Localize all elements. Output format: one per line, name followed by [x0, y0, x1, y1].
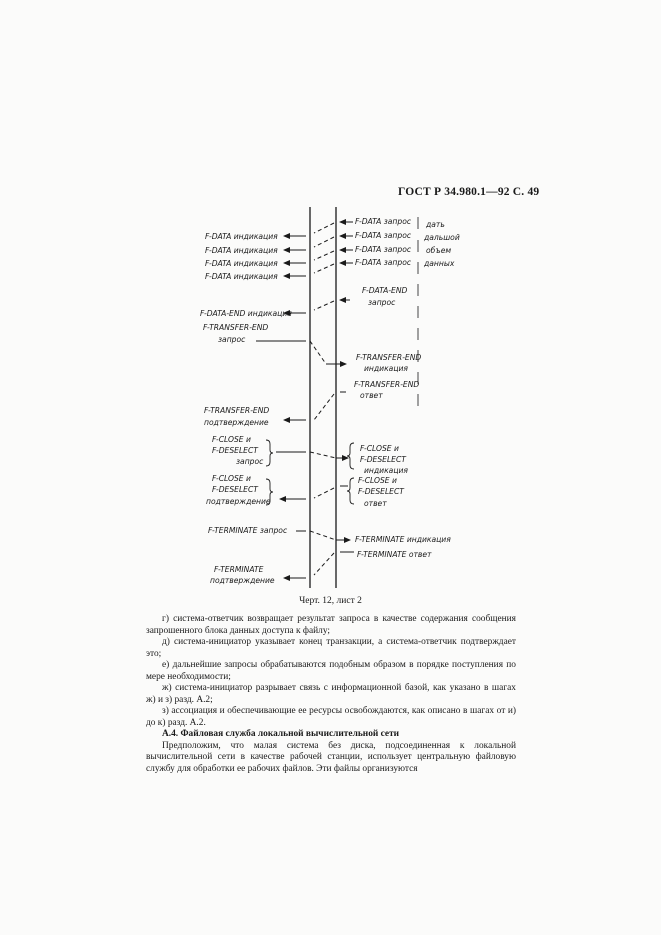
- right-label: ответ: [360, 391, 383, 400]
- left-label: запрос: [236, 457, 264, 466]
- left-label: подтверждение: [204, 418, 269, 427]
- page-header: ГОСТ Р 34.980.1—92 С. 49: [398, 186, 540, 198]
- left-label: подтверждение: [210, 576, 275, 585]
- right-label: F-CLOSE и: [358, 476, 397, 485]
- right-label: индикация: [364, 466, 408, 475]
- svg-text:дать: дать: [426, 220, 445, 229]
- left-label: F-DATA индикация: [205, 232, 278, 241]
- right-label: F-TRANSFER-END: [356, 353, 422, 362]
- left-label: F-TRANSFER-END: [204, 406, 270, 415]
- left-label: F-DATA индикация: [205, 246, 278, 255]
- right-label: F-TERMINATE ответ: [357, 550, 432, 559]
- right-label: F-DATA-END: [362, 286, 408, 295]
- right-label: ответ: [364, 499, 387, 508]
- right-label: F-DESELECT: [360, 455, 406, 464]
- right-label: F-DATA запрос: [355, 258, 412, 267]
- left-label: F-DESELECT: [212, 485, 258, 494]
- left-label: F-DATA-END индикация: [200, 309, 292, 318]
- right-label: запрос: [368, 298, 396, 307]
- svg-text:объем: объем: [426, 246, 452, 255]
- right-label: F-TERMINATE индикация: [355, 535, 451, 544]
- paragraph: ж) система-инициатор разрывает связь с информационной базой, как указано в шагах ж) и з) разд. А.2;: [146, 683, 516, 705]
- body-text: [146, 614, 516, 775]
- right-label: F-DESELECT: [358, 487, 404, 496]
- left-label: запрос: [218, 335, 246, 344]
- right-label: индикация: [364, 364, 408, 373]
- right-label: F-DATA запрос: [355, 217, 412, 226]
- left-label: F-TERMINATE запрос: [208, 526, 288, 535]
- section-heading: А.4. Файловая служба локальной вычислительной сети: [162, 729, 400, 739]
- left-label: F-CLOSE и: [212, 474, 251, 483]
- right-label: F-CLOSE и: [360, 444, 399, 453]
- svg-text:данных: данных: [424, 259, 455, 268]
- left-label: F-TRANSFER-END: [203, 323, 269, 332]
- side-note: [423, 220, 460, 268]
- left-label: F-CLOSE и: [212, 435, 251, 444]
- right-labels: [354, 217, 451, 559]
- right-label: F-DATA запрос: [355, 231, 412, 240]
- left-label: F-TERMINATE: [214, 565, 264, 574]
- svg-text:дальшой: дальшой: [424, 233, 460, 242]
- left-label: F-DATA индикация: [205, 272, 278, 281]
- left-label: подтверждение: [206, 497, 271, 506]
- left-labels: [200, 232, 292, 585]
- paragraph: г) система-ответчик возвращает результат запроса в качестве содержания сообщения запрошенного блока данных доступа к файлу;: [146, 614, 516, 636]
- paragraph: е) дальнейшие запросы обрабатываются подобным образом в порядке поступления по мере необходимости;: [146, 660, 516, 682]
- paragraph: з) ассоциация и обеспечивающие ее ресурсы освобождаются, как описано в шагах от и) до к) разд. А.2.: [146, 706, 516, 728]
- left-label: F-DESELECT: [212, 446, 258, 455]
- right-label: F-DATA запрос: [355, 245, 412, 254]
- left-label: F-DATA индикация: [205, 259, 278, 268]
- paragraph: Предположим, что малая система без диска, подсоединенная к локальной вычислительной сети в качестве рабочей станции, использует центральную файловую службу для обработки ее рабочих файлов. Эти файлы организуются: [146, 740, 516, 774]
- right-label: F-TRANSFER-END: [354, 380, 420, 389]
- paragraph: д) система-инициатор указывает конец транзакции, а система-ответчик подтверждает это;: [146, 637, 516, 659]
- figure-caption: Черт. 12, лист 2: [299, 596, 362, 606]
